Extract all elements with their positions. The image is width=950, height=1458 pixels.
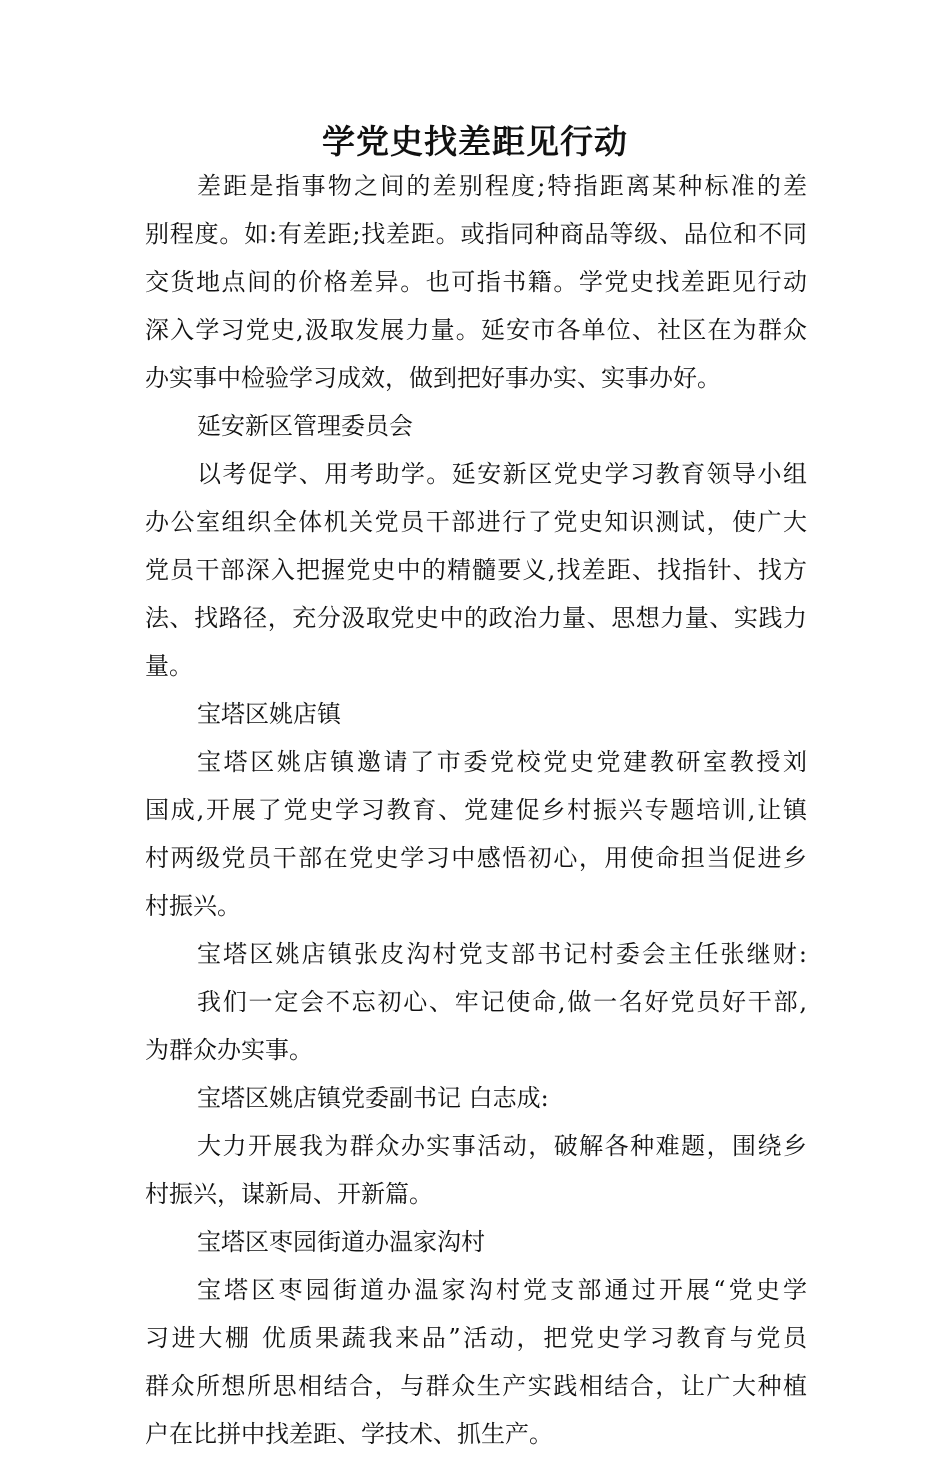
text-line: 为群众办实事。 bbox=[145, 1036, 313, 1064]
text-line: 习进大棚 优质果蔬我来品”活动，把党史学习教育与党员 bbox=[145, 1324, 807, 1352]
text-line: 宝塔区姚店镇党委副书记 白志成: bbox=[197, 1084, 549, 1112]
text-line: 村两级党员干部在党史学习中感悟初心，用使命担当促进乡 bbox=[145, 844, 807, 872]
text-line: 以考促学、用考助学。延安新区党史学习教育领导小组 bbox=[197, 460, 807, 488]
text-line: 大力开展我为群众办实事活动，破解各种难题，围绕乡 bbox=[197, 1132, 807, 1160]
text-line: 我们一定会不忘初心、牢记使命,做一名好党员好干部, bbox=[197, 988, 807, 1016]
text-line: 深入学习党史,汲取发展力量。延安市各单位、社区在为群众 bbox=[145, 316, 807, 344]
text-line: 村振兴。 bbox=[145, 892, 241, 920]
text-line: 宝塔区枣园街道办温家沟村党支部通过开展“党史学 bbox=[197, 1276, 807, 1304]
text-line: 群众所想所思相结合，与群众生产实践相结合，让广大种植 bbox=[145, 1372, 807, 1400]
text-line: 宝塔区枣园街道办温家沟村 bbox=[197, 1228, 485, 1256]
text-line: 党员干部深入把握党史中的精髓要义,找差距、找指针、找方 bbox=[145, 556, 807, 584]
text-line: 别程度。如:有差距;找差距。或指同种商品等级、品位和不同 bbox=[145, 220, 807, 248]
text-line: 法、找路径，充分汲取党史中的政治力量、思想力量、实践力 bbox=[145, 604, 807, 632]
text-line: 量。 bbox=[145, 652, 193, 680]
text-line: 办实事中检验学习成效，做到把好事办实、实事办好。 bbox=[145, 364, 721, 392]
text-line: 交货地点间的价格差异。也可指书籍。学党史找差距见行动 bbox=[145, 268, 807, 296]
text-line: 办公室组织全体机关党员干部进行了党史知识测试，使广大 bbox=[145, 508, 807, 536]
text-line: 宝塔区姚店镇 bbox=[197, 700, 341, 728]
text-line: 户在比拼中找差距、学技术、抓生产。 bbox=[145, 1420, 553, 1448]
text-line: 差距是指事物之间的差别程度;特指距离某种标准的差 bbox=[197, 172, 807, 200]
text-line: 村振兴，谋新局、开新篇。 bbox=[145, 1180, 433, 1208]
text-line: 宝塔区姚店镇张皮沟村党支部书记村委会主任张继财: bbox=[197, 940, 807, 968]
document-title: 学党史找差距见行动 bbox=[322, 122, 628, 161]
text-line: 国成,开展了党史学习教育、党建促乡村振兴专题培训,让镇 bbox=[145, 796, 807, 824]
document-body bbox=[145, 162, 807, 1458]
text-line: 延安新区管理委员会 bbox=[197, 412, 413, 440]
text-line: 宝塔区姚店镇邀请了市委党校党史党建教研室教授刘 bbox=[197, 748, 807, 776]
